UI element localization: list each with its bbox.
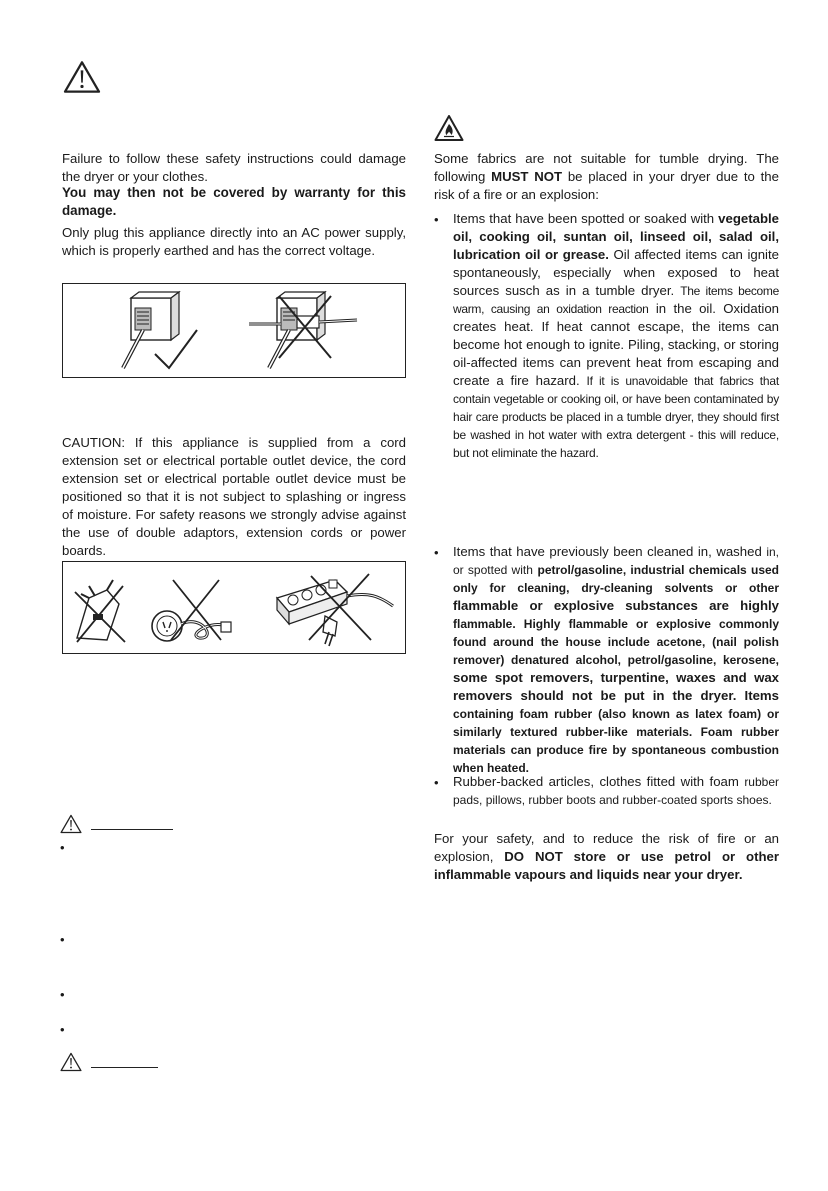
double-adaptor-crossed-icon (67, 568, 137, 648)
power-supply-paragraph: Only plug this appliance directly into an AC power supply, which is properly earthed and has the correct voltage. (62, 225, 406, 258)
intro-paragraph: Failure to follow these safety instructions could damage the dryer or your clothes. (62, 151, 406, 184)
heading-rule (91, 1067, 158, 1068)
rubber-text-2: rubber pads, pillows, rubber boots and rubber-coated sports shoes. (453, 775, 779, 807)
intro-text-end: be placed in your dryer due to the risk of a fire or an explosion: (434, 169, 779, 202)
bullet-marker: • (60, 1022, 65, 1037)
flammable-emphasis: flammable or explosive substances are highly (453, 598, 779, 613)
chemicals-bullet (453, 543, 779, 777)
extension-cord-crossed-icon (143, 568, 233, 648)
household-substances-emphasis: flammable. Highly flammable or explosive commonly found around the house include acetone, (nail polish remover) denatured alcohol, petrol/gasoline, kerosene, (453, 617, 779, 667)
warning-triangle-small-icon (60, 1052, 82, 1072)
bullet-marker: • (60, 987, 65, 1002)
intro-text: Some fabrics are not suitable for tumble drying. The following (434, 151, 779, 184)
washing-advice-text: If it is unavoidable that fabrics that contain vegetable or cooking oil, or have been contaminated by hair care products be placed in a tumble dryer, they should first be washed in hot water with extra detergent - this will reduce, but not eliminate the hazard. (453, 374, 779, 460)
caution-paragraph: CAUTION: If this appliance is supplied from a cord extension set or electrical portable outlet device, the cord extension set or electrical portable outlet device must be positioned so that it is not subject to splashing or ingress of moisture. For safety reasons we strongly advise against the use of double adaptors, extension cords or power boards. (62, 435, 406, 558)
bullet-marker: • (434, 775, 439, 790)
plug-wall-socket-correct-icon (113, 290, 223, 372)
foam-rubber-emphasis: containing foam rubber (also known as latex foam) or similarly textured rubber-like materials. Foam rubber materials can produce fire by spontaneous combustion when heated. (453, 707, 779, 775)
spot-removers-emphasis: some spot removers, turpentine, waxes and wax removers should not be put in the dryer. Items (453, 670, 779, 703)
oil-types-emphasis: vegetable oil, cooking oil, suntan oil, linseed oil, salad oil, lubrication oil or grease. (453, 211, 780, 262)
oil-text: Items that have been spotted or soaked with (453, 211, 715, 226)
plug-figure (62, 283, 406, 378)
safety-outro (434, 830, 779, 884)
bullet-marker: • (60, 932, 65, 947)
plug-wall-socket-incorrect-icon (245, 290, 365, 372)
bullet-marker: • (434, 545, 439, 560)
oil-items-bullet (453, 210, 779, 462)
bullet-marker: • (60, 840, 65, 855)
oil-ignite-text: Oil affected items can ignite spontaneously, especially when exposed to heat sources susch as in a tumble dryer. (453, 247, 779, 298)
chemicals-text-2: in, or spotted with (453, 545, 779, 577)
fire-hazard-icon (434, 114, 464, 142)
chemicals-emphasis: petrol/gasoline, industrial chemicals used only for cleaning, dry-cleaning solvents or other (453, 563, 779, 595)
rubber-articles-bullet (453, 773, 779, 809)
fabrics-intro (434, 150, 779, 204)
chemicals-text: Items that have previously been cleaned in, washed (453, 544, 762, 559)
outro-text: For your safety, and to reduce the risk of fire or an explosion, (434, 831, 779, 864)
bullet-marker: • (434, 212, 439, 227)
oxidation-text: The items become warm, causing an oxidation reaction (453, 284, 779, 316)
warning-triangle-icon (63, 60, 101, 94)
must-not-emphasis: MUST NOT (491, 169, 563, 184)
heat-text: in the oil. Oxidation creates heat. If heat cannot escape, the items can become hot enough to ignite. Piling, stacking, or storing oil-affected items can prevent heat from escaping and create a fire hazard. (453, 301, 779, 388)
warning-triangle-small-icon (60, 814, 82, 834)
rubber-text: Rubber-backed articles, clothes fitted with foam (453, 774, 739, 789)
power-board-crossed-icon (269, 566, 403, 650)
adaptor-figure (62, 561, 406, 654)
warranty-warning: You may then not be covered by warranty for this damage. (62, 185, 406, 218)
heading-rule (91, 829, 173, 830)
do-not-store-emphasis: DO NOT store or use petrol or other inflammable vapours and liquids near your dryer. (434, 849, 779, 882)
